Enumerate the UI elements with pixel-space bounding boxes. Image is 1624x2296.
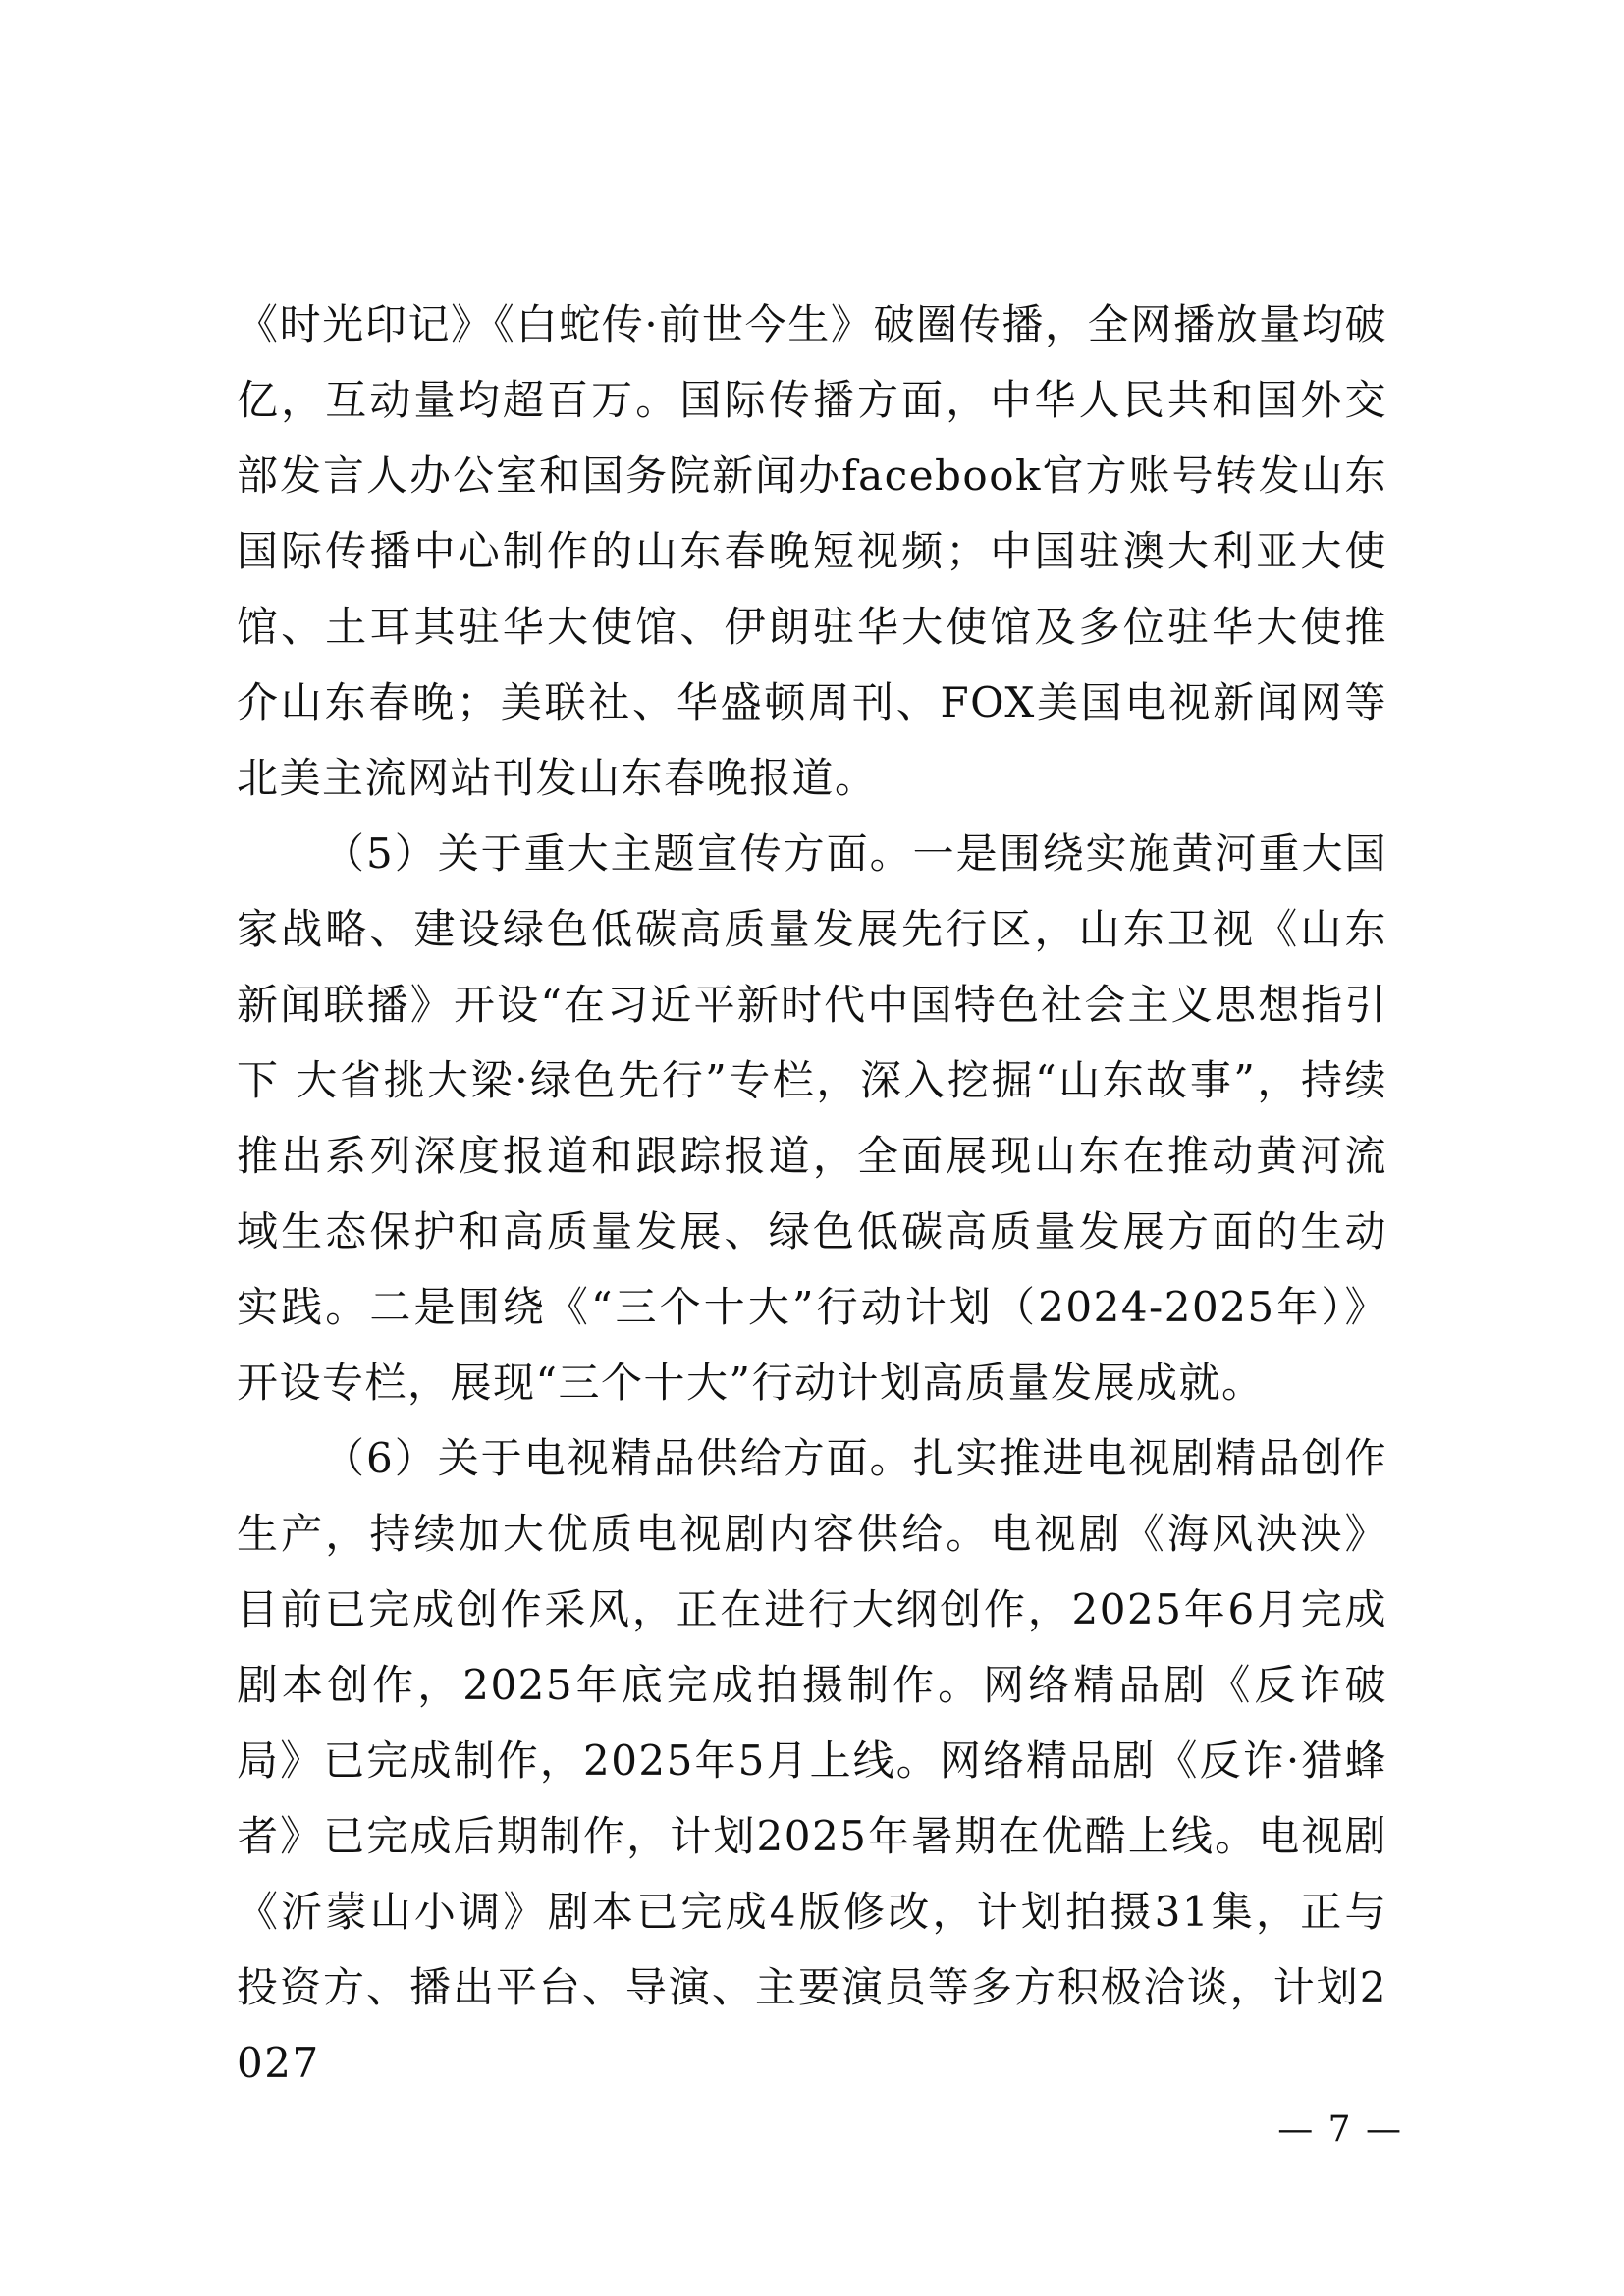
paragraph-continuation: 《时光印记》《白蛇传·前世今生》破圈传播，全网播放量均破亿，互动量均超百万。国际传播方面，中华人民共和国外交部发言人办公室和国务院新闻办facebook官方账号转发山东国际传播中心制作的山东春晚短视频；中国驻澳大利亚大使馆、土耳其驻华大使馆、伊朗驻华大使馆及多位驻华大使推介山东春晚；美联社、华盛顿周刊、FOX美国电视新闻网等北美主流网站刊发山东春晚报道。 xyxy=(237,300,1387,802)
paragraph-tv-quality-supply: （6）关于电视精品供给方面。扎实推进电视剧精品创作生产，持续加大优质电视剧内容供给。电视剧《海风泱泱》目前已完成创作采风，正在进行大纲创作，2025年6月完成剧本创作，2025年底完成拍摄制作。网络精品剧《反诈破局》已完成制作，2025年5月上线。网络精品剧《反诈·猎蜂者》已完成后期制作，计划2025年暑期在优酷上线。电视剧《沂蒙山小调》剧本已完成4版修改，计划拍摄31集，正与投资方、播出平台、导演、主要演员等多方积极洽谈，计划2027 xyxy=(237,1434,1387,2087)
body-text xyxy=(237,287,1387,2101)
paragraph-major-theme-publicity: （5）关于重大主题宣传方面。一是围绕实施黄河重大国家战略、建设绿色低碳高质量发展先行区，山东卫视《山东新闻联播》开设“在习近平新时代中国特色社会主义思想指引下 大省挑大梁·绿色先行”专栏，深入挖掘“山东故事”，持续推出系列深度报道和跟踪报道，全面展现山东在推动黄河流域生态保护和高质量发展、绿色低碳高质量发展方面的生动实践。二是围绕《“三个十大”行动计划（2024-2025年）》开设专栏，展现“三个十大”行动计划高质量发展成就。 xyxy=(237,829,1387,1407)
page-number: — 7 — xyxy=(1277,2109,1403,2150)
